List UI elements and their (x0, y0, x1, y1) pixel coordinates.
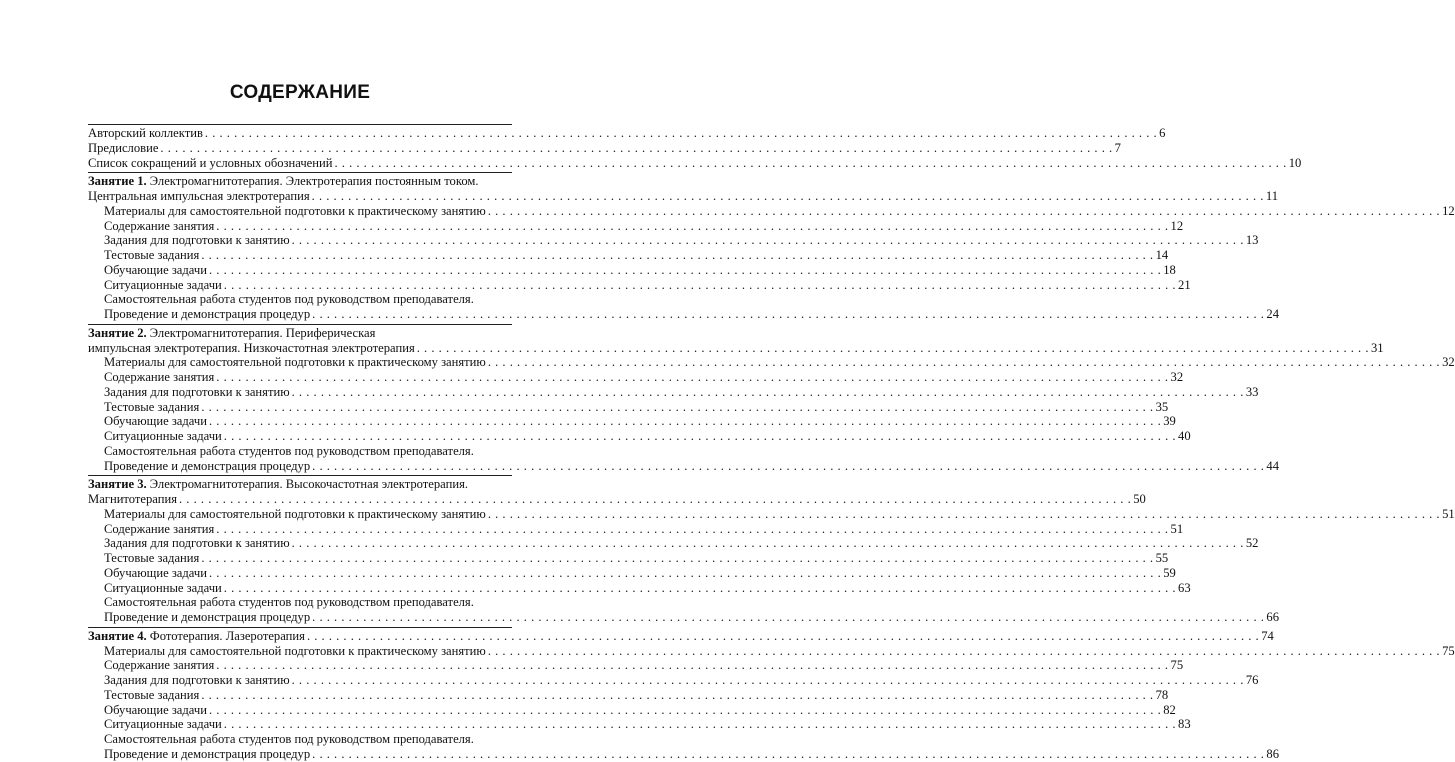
toc-leader-dots (292, 233, 1244, 248)
toc-subentry-text: Проведение и демонстрация процедур (104, 307, 311, 321)
toc-subentry-text: Тестовые задания (104, 687, 200, 702)
toc-subentry-text: Содержание занятия (104, 218, 215, 233)
toc-page-number: 12 (1170, 218, 1184, 233)
toc-page-number: 75 (1442, 643, 1455, 658)
toc-leader-dots (488, 644, 1440, 659)
toc-subentry-text: Материалы для самостоятельной подготовки к практическому занятию (104, 355, 486, 370)
toc-subentry-text: Обучающие задачи (104, 565, 207, 580)
toc-subentry-text: Ситуационные задачи (104, 717, 222, 732)
lesson-title-line1: Электромагнитотерапия. Электротерапия постоянным током. (146, 174, 479, 189)
toc-leader-dots (201, 400, 1153, 415)
toc-leader-dots (224, 429, 1176, 444)
toc-leader-dots (417, 341, 1369, 356)
toc-page-number: 44 (1266, 458, 1279, 473)
toc-subentry (88, 551, 1169, 566)
toc-subentry (88, 218, 1184, 234)
toc-page-number: 86 (1266, 746, 1279, 761)
toc-subentry (88, 521, 1184, 537)
toc-page-number: 52 (1245, 536, 1259, 551)
toc-page-number: 21 (1178, 277, 1191, 292)
toc-subentry (88, 370, 1184, 385)
lesson-title-line2: Центральная импульсная электротерапия (88, 189, 310, 203)
toc-subentry (88, 506, 1455, 522)
toc-subentry-text: Тестовые задания (104, 551, 200, 565)
toc-entry (88, 126, 1166, 141)
toc-leader-dots (216, 219, 1168, 234)
toc-subentry (88, 658, 1184, 673)
toc-subentry-text: Самостоятельная работа студентов под руководством преподавателя. (104, 292, 474, 307)
page-title: СОДЕРЖАНИЕ (229, 82, 371, 103)
toc-subentry (88, 203, 1455, 219)
lesson-heading (88, 326, 512, 341)
toc-page-number: 50 (1133, 492, 1146, 506)
toc-subentry (88, 687, 1169, 703)
toc-page-number: 83 (1178, 717, 1191, 732)
toc-subentry-text: Ситуационные задачи (104, 277, 222, 292)
lesson-title-line1: Электромагнитотерапия. Высокочастотная электротерапия. (146, 477, 469, 492)
lesson-heading-cont (88, 340, 1384, 356)
toc-subentry (88, 414, 1176, 429)
toc-page-number: 66 (1266, 610, 1279, 624)
lesson-label: Занятие 3. (88, 477, 147, 492)
lesson-heading-cont (88, 189, 1279, 204)
lesson-heading (88, 628, 1274, 644)
toc-entry-text: Предисловие (88, 140, 159, 155)
lesson-title-line1: Фототерапия. Лазеротерапия (146, 628, 305, 643)
toc-subentry-text: Самостоятельная работа студентов под руководством преподавателя. (104, 443, 474, 458)
toc-leader-dots (205, 126, 1157, 141)
toc-subentry-text: Тестовые задания (104, 248, 200, 262)
toc-subentry-text: Задания для подготовки к занятию (104, 233, 290, 248)
toc-leader-dots (209, 263, 1161, 278)
toc-subentry (88, 610, 1279, 625)
toc-entry-text: Список сокращений и условных обозначений (88, 155, 333, 170)
toc-subentry-text: Содержание занятия (104, 521, 215, 536)
toc-leader-dots (292, 385, 1244, 400)
lesson-title-line2: импульсная электротерапия. Низкочастотная электротерапия (88, 340, 415, 355)
toc-subentry (88, 746, 1279, 762)
toc-subentry-text: Задания для подготовки к занятию (104, 536, 290, 551)
toc-subentry (88, 673, 1259, 688)
toc-subentry (88, 355, 1455, 370)
toc-page-number: 74 (1261, 628, 1274, 643)
toc-page-number: 7 (1114, 140, 1121, 155)
toc-subentry (88, 233, 1259, 248)
toc-leader-dots (224, 581, 1176, 596)
toc-subentry (88, 536, 1259, 551)
lesson-label: Занятие 2. (88, 325, 147, 340)
lesson-label: Занятие 1. (88, 174, 147, 189)
toc-leader-dots (224, 717, 1176, 732)
toc-subentry-text: Материалы для самостоятельной подготовки к практическому занятию (104, 506, 486, 521)
toc-leader-dots (292, 536, 1244, 551)
toc-leader-dots (312, 747, 1264, 762)
toc-subentry-text: Тестовые задания (104, 399, 200, 414)
toc-page-number: 10 (1288, 155, 1302, 170)
toc-subentry (88, 399, 1169, 415)
toc-front-matter (88, 124, 1302, 170)
toc-page-number: 33 (1245, 384, 1259, 399)
toc-leader-dots (201, 248, 1153, 263)
toc-leader-dots (307, 629, 1259, 644)
toc-leader-dots (312, 459, 1264, 474)
toc-subentry-text: Содержание занятия (104, 658, 215, 673)
toc-page-number: 40 (1178, 429, 1191, 443)
toc-page-number: 51 (1442, 506, 1455, 521)
toc-leader-dots (209, 703, 1161, 718)
toc-subentry-text: Ситуационные задачи (104, 580, 222, 595)
toc-lesson-2 (88, 324, 1455, 474)
toc-lesson-3 (88, 475, 1455, 625)
toc-entry (88, 140, 1121, 156)
toc-subentry-text: Самостоятельная работа студентов под руководством преподавателя. (104, 595, 474, 610)
toc-lesson-4 (88, 627, 1455, 762)
toc-subentry (88, 717, 1191, 732)
toc-subentry (88, 307, 1279, 322)
toc-page-number: 78 (1155, 687, 1169, 702)
toc-leader-dots (201, 551, 1153, 566)
toc-page-number: 76 (1245, 673, 1259, 687)
toc-page-number: 12 (1442, 203, 1455, 218)
toc-subentry (88, 429, 1191, 444)
toc-subentry-text: Обучающие задачи (104, 262, 207, 277)
toc-entry-text: Авторский коллектив (88, 126, 203, 140)
lesson-heading (88, 174, 512, 189)
toc-subentry-text: Обучающие задачи (104, 702, 207, 717)
toc-subentry-wrapped (88, 292, 512, 307)
toc-page-number: 59 (1163, 565, 1176, 580)
toc-leader-dots (312, 189, 1264, 204)
toc-subentry-text: Материалы для самостоятельной подготовки к практическому занятию (104, 203, 486, 218)
toc-subentry (88, 458, 1279, 474)
toc-subentry-text: Проведение и демонстрация процедур (104, 458, 311, 473)
toc-leader-dots (334, 156, 1286, 171)
toc-subentry-text: Проведение и демонстрация процедур (104, 610, 311, 624)
toc-page-number: 14 (1155, 248, 1169, 262)
toc-subentry-text: Проведение и демонстрация процедур (104, 746, 311, 761)
table-of-contents (88, 124, 1455, 762)
toc-subentry (88, 565, 1176, 581)
toc-subentry-text: Обучающие задачи (104, 414, 207, 429)
toc-subentry (88, 702, 1176, 718)
toc-page-number: 11 (1265, 189, 1279, 203)
toc-leader-dots (312, 610, 1264, 625)
toc-subentry-wrapped (88, 595, 512, 610)
toc-subentry (88, 580, 1191, 596)
toc-subentry-text: Самостоятельная работа студентов под руководством преподавателя. (104, 732, 474, 746)
toc-leader-dots (209, 566, 1161, 581)
toc-page-number: 24 (1266, 307, 1279, 321)
toc-subentry-wrapped (88, 444, 512, 459)
toc-subentry (88, 384, 1259, 400)
toc-subentry (88, 262, 1176, 278)
toc-page-number: 75 (1170, 658, 1184, 673)
toc-subentry (88, 643, 1455, 659)
toc-subentry (88, 277, 1191, 293)
toc-leader-dots (488, 507, 1440, 522)
toc-leader-dots (216, 370, 1168, 385)
toc-page-number: 32 (1442, 355, 1455, 370)
toc-leader-dots (488, 204, 1440, 219)
toc-subentry-text: Задания для подготовки к занятию (104, 384, 290, 399)
toc-page-number: 35 (1155, 399, 1169, 414)
lesson-title-line1: Электромагнитотерапия. Периферическая (146, 325, 376, 340)
toc-leader-dots (224, 278, 1176, 293)
toc-leader-dots (160, 141, 1112, 156)
lesson-heading-text (88, 629, 305, 644)
toc-page-number: 55 (1155, 551, 1169, 565)
toc-leader-dots (179, 492, 1131, 507)
toc-subentry-text: Материалы для самостоятельной подготовки к практическому занятию (104, 643, 486, 658)
toc-subentry-text: Содержание занятия (104, 370, 215, 384)
toc-leader-dots (488, 355, 1440, 370)
toc-leader-dots (216, 522, 1168, 537)
toc-leader-dots (292, 673, 1244, 688)
toc-subentry-text: Ситуационные задачи (104, 429, 222, 443)
toc-page-number: 82 (1163, 702, 1176, 717)
toc-lesson-1 (88, 172, 1455, 322)
toc-page-number: 63 (1178, 580, 1191, 595)
lesson-title-line2: Магнитотерапия (88, 492, 177, 506)
toc-page-number: 31 (1371, 340, 1384, 355)
toc-subentry-wrapped (88, 732, 512, 747)
toc-leader-dots (312, 307, 1264, 322)
toc-subentry (88, 248, 1169, 263)
toc-page-number: 51 (1170, 521, 1184, 536)
lesson-heading-cont (88, 492, 1146, 507)
lesson-heading (88, 477, 512, 492)
toc-page-number: 18 (1163, 262, 1176, 277)
toc-page-number: 13 (1245, 233, 1259, 248)
toc-leader-dots (209, 414, 1161, 429)
toc-entry (88, 155, 1302, 171)
toc-leader-dots (201, 688, 1153, 703)
lesson-label: Занятие 4. (88, 628, 147, 643)
toc-page-number: 6 (1159, 126, 1166, 140)
toc-page-number: 32 (1170, 370, 1184, 384)
toc-leader-dots (216, 658, 1168, 673)
toc-page-number: 39 (1163, 414, 1176, 429)
toc-subentry-text: Задания для подготовки к занятию (104, 673, 290, 687)
